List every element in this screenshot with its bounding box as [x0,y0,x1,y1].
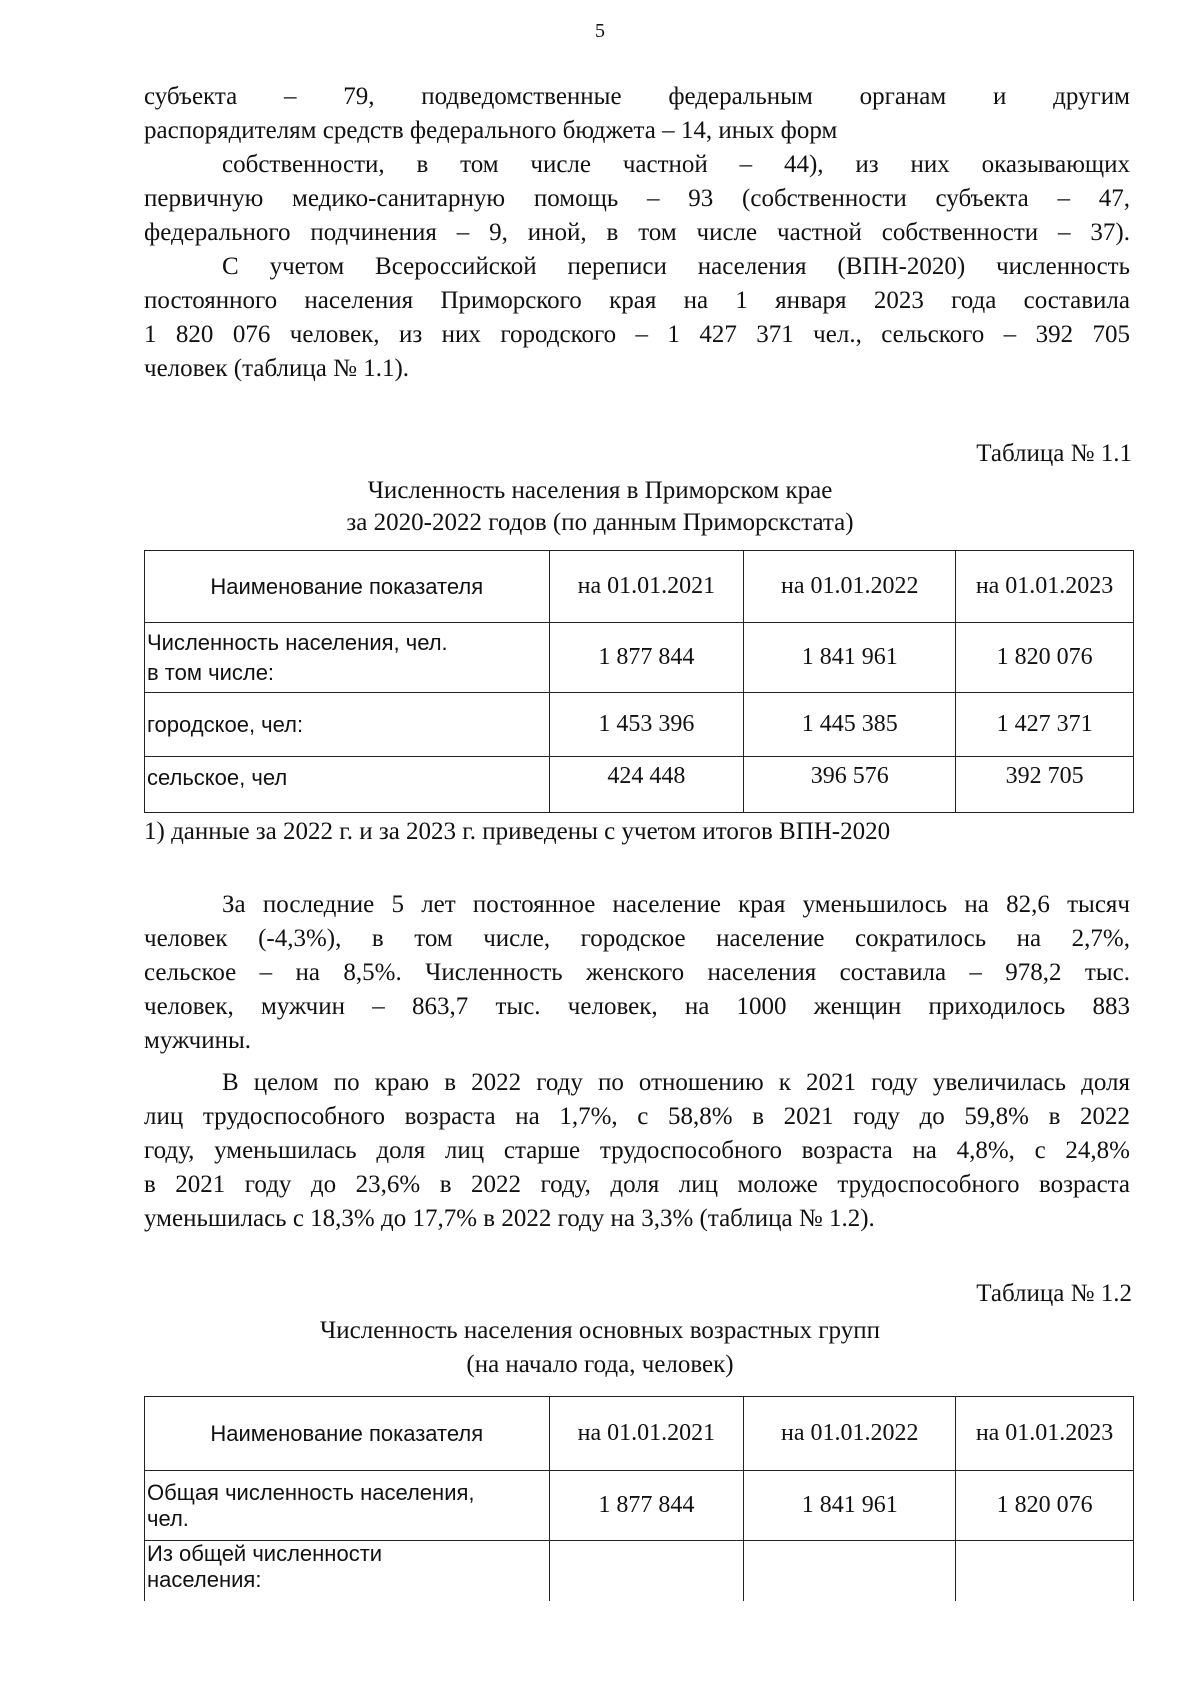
paragraph-4-line-1: В целом по краю в 2022 году по отношению к 2021 году увеличилась доля [222,1069,1130,1096]
paragraph-4-line-5: уменьшилась с 18,3% до 17,7% в 2022 году на 3,3% (таблица № 1.2). [144,1205,875,1232]
table-2-title-line-1: Численность населения основных возрастных групп [320,1317,880,1344]
table-2-label: Таблица № 1.2 [976,1280,1132,1307]
table-2 [144,1396,1134,1601]
table-1-header-row [145,551,1134,623]
row-label-line-1: Численность населения, чел. [147,629,448,655]
row-label-line-1: Из общей численности [147,1541,383,1566]
table-1-header-2021: на 01.01.2021 [549,551,744,623]
table-1 [144,550,1134,813]
paragraph-4-line-2: лиц трудоспособного возраста на 1,7%, с 58,8% в 2021 году до 59,8% в 2022 [144,1103,1130,1130]
table-cell: 1 445 385 [744,693,956,757]
paragraph-3-line-3: сельское – на 8,5%. Численность женского населения составила – 978,2 тыс. [144,959,1130,986]
table-row [145,1471,1134,1541]
table-2-title-line-2: (на начало года, человек) [466,1351,734,1378]
paragraph-1-line-2: распорядителям средств федерального бюджета – 14, иных форм [144,117,838,144]
table-1-title-line-1: Численность населения в Приморском крае [367,477,833,504]
paragraph-3-line-4: человек, мужчин – 863,7 тыс. человек, на 1000 женщин приходилось 883 [144,993,1130,1020]
paragraph-3-line-5: мужчины. [144,1027,252,1054]
paragraph-1-line-3: собственности, в том числе частной – 44), из них оказывающих [222,151,1130,178]
table-row [145,623,1134,693]
table-row [145,693,1134,757]
paragraph-2-line-4: человек (таблица № 1.1). [144,355,410,382]
paragraph-2-line-3: 1 820 076 человек, из них городского – 1 427 371 чел., сельского – 392 705 [144,321,1130,348]
paragraph-2-line-1: С учетом Всероссийской переписи населения (ВПН-2020) численность [222,253,1130,280]
table-2-row-label [145,1471,550,1541]
table-1-row-label [145,623,550,693]
paragraph-1-line-4: первичную медико-санитарную помощь – 93 (собственности субъекта – 47, [144,185,1130,212]
paragraph-4-line-3: году, уменьшилась доля лиц старше трудоспособного возраста на 4,8%, с 24,8% [144,1137,1130,1164]
table-1-row-label: сельское, чел [145,757,550,813]
table-cell: 396 576 [744,757,956,813]
row-label-line-1: Общая численность населения, [147,1479,475,1505]
row-label-line-2: в том числе: [147,659,275,685]
table-2-header-2021: на 01.01.2021 [549,1397,744,1471]
row-label-line-2: чел. [147,1505,189,1531]
paragraph-2-line-2: постоянного населения Приморского края на 1 января 2023 года составила [144,287,1130,314]
table-cell [956,1541,1134,1601]
paragraph-4-line-4: в 2021 году до 23,6% в 2022 году, доля лиц моложе трудоспособного возраста [144,1171,1130,1198]
table-cell: 1 841 961 [744,1471,956,1541]
table-2-header-2023: на 01.01.2023 [956,1397,1134,1471]
table-cell: 1 427 371 [956,693,1134,757]
table-cell [549,1541,744,1601]
table-cell: 392 705 [956,757,1134,813]
paragraph-1-line-5: федерального подчинения – 9, иной, в том числе частной собственности – 37). [144,219,1130,246]
table-1-footnote: 1) данные за 2022 г. и за 2023 г. приведены с учетом итогов ВПН-2020 [144,818,891,845]
paragraph-3-line-2: человек (-4,3%), в том числе, городское население сократилось на 2,7%, [144,925,1130,952]
table-2-header-2022: на 01.01.2022 [744,1397,956,1471]
table-cell: 424 448 [549,757,744,813]
table-2-header-row [145,1397,1134,1471]
row-label-line-2: населения: [147,1567,262,1592]
table-cell: 1 877 844 [549,1471,744,1541]
table-row [145,757,1134,813]
paragraph-3-line-1: За последние 5 лет постоянное население края уменьшилось на 82,6 тысяч [222,891,1130,918]
table-2-header-indicator: Наименование показателя [145,1397,550,1471]
table-cell: 1 453 396 [549,693,744,757]
table-1-title-line-2: за 2020-2022 годов (по данным Приморскстата) [346,509,854,536]
table-row [145,1541,1134,1601]
table-2-row-label [145,1541,550,1601]
table-1-header-indicator: Наименование показателя [145,551,550,623]
table-cell: 1 841 961 [744,623,956,693]
table-1-header-2022: на 01.01.2022 [744,551,956,623]
table-cell [744,1541,956,1601]
table-cell: 1 877 844 [549,623,744,693]
page-number: 5 [595,20,605,42]
table-1-label: Таблица № 1.1 [976,440,1132,467]
table-cell: 1 820 076 [956,1471,1134,1541]
table-1-row-label: городское, чел: [145,693,550,757]
table-1-header-2023: на 01.01.2023 [956,551,1134,623]
table-cell: 1 820 076 [956,623,1134,693]
paragraph-1-line-1: субъекта – 79, подведомственные федеральным органам и другим [144,83,1130,110]
